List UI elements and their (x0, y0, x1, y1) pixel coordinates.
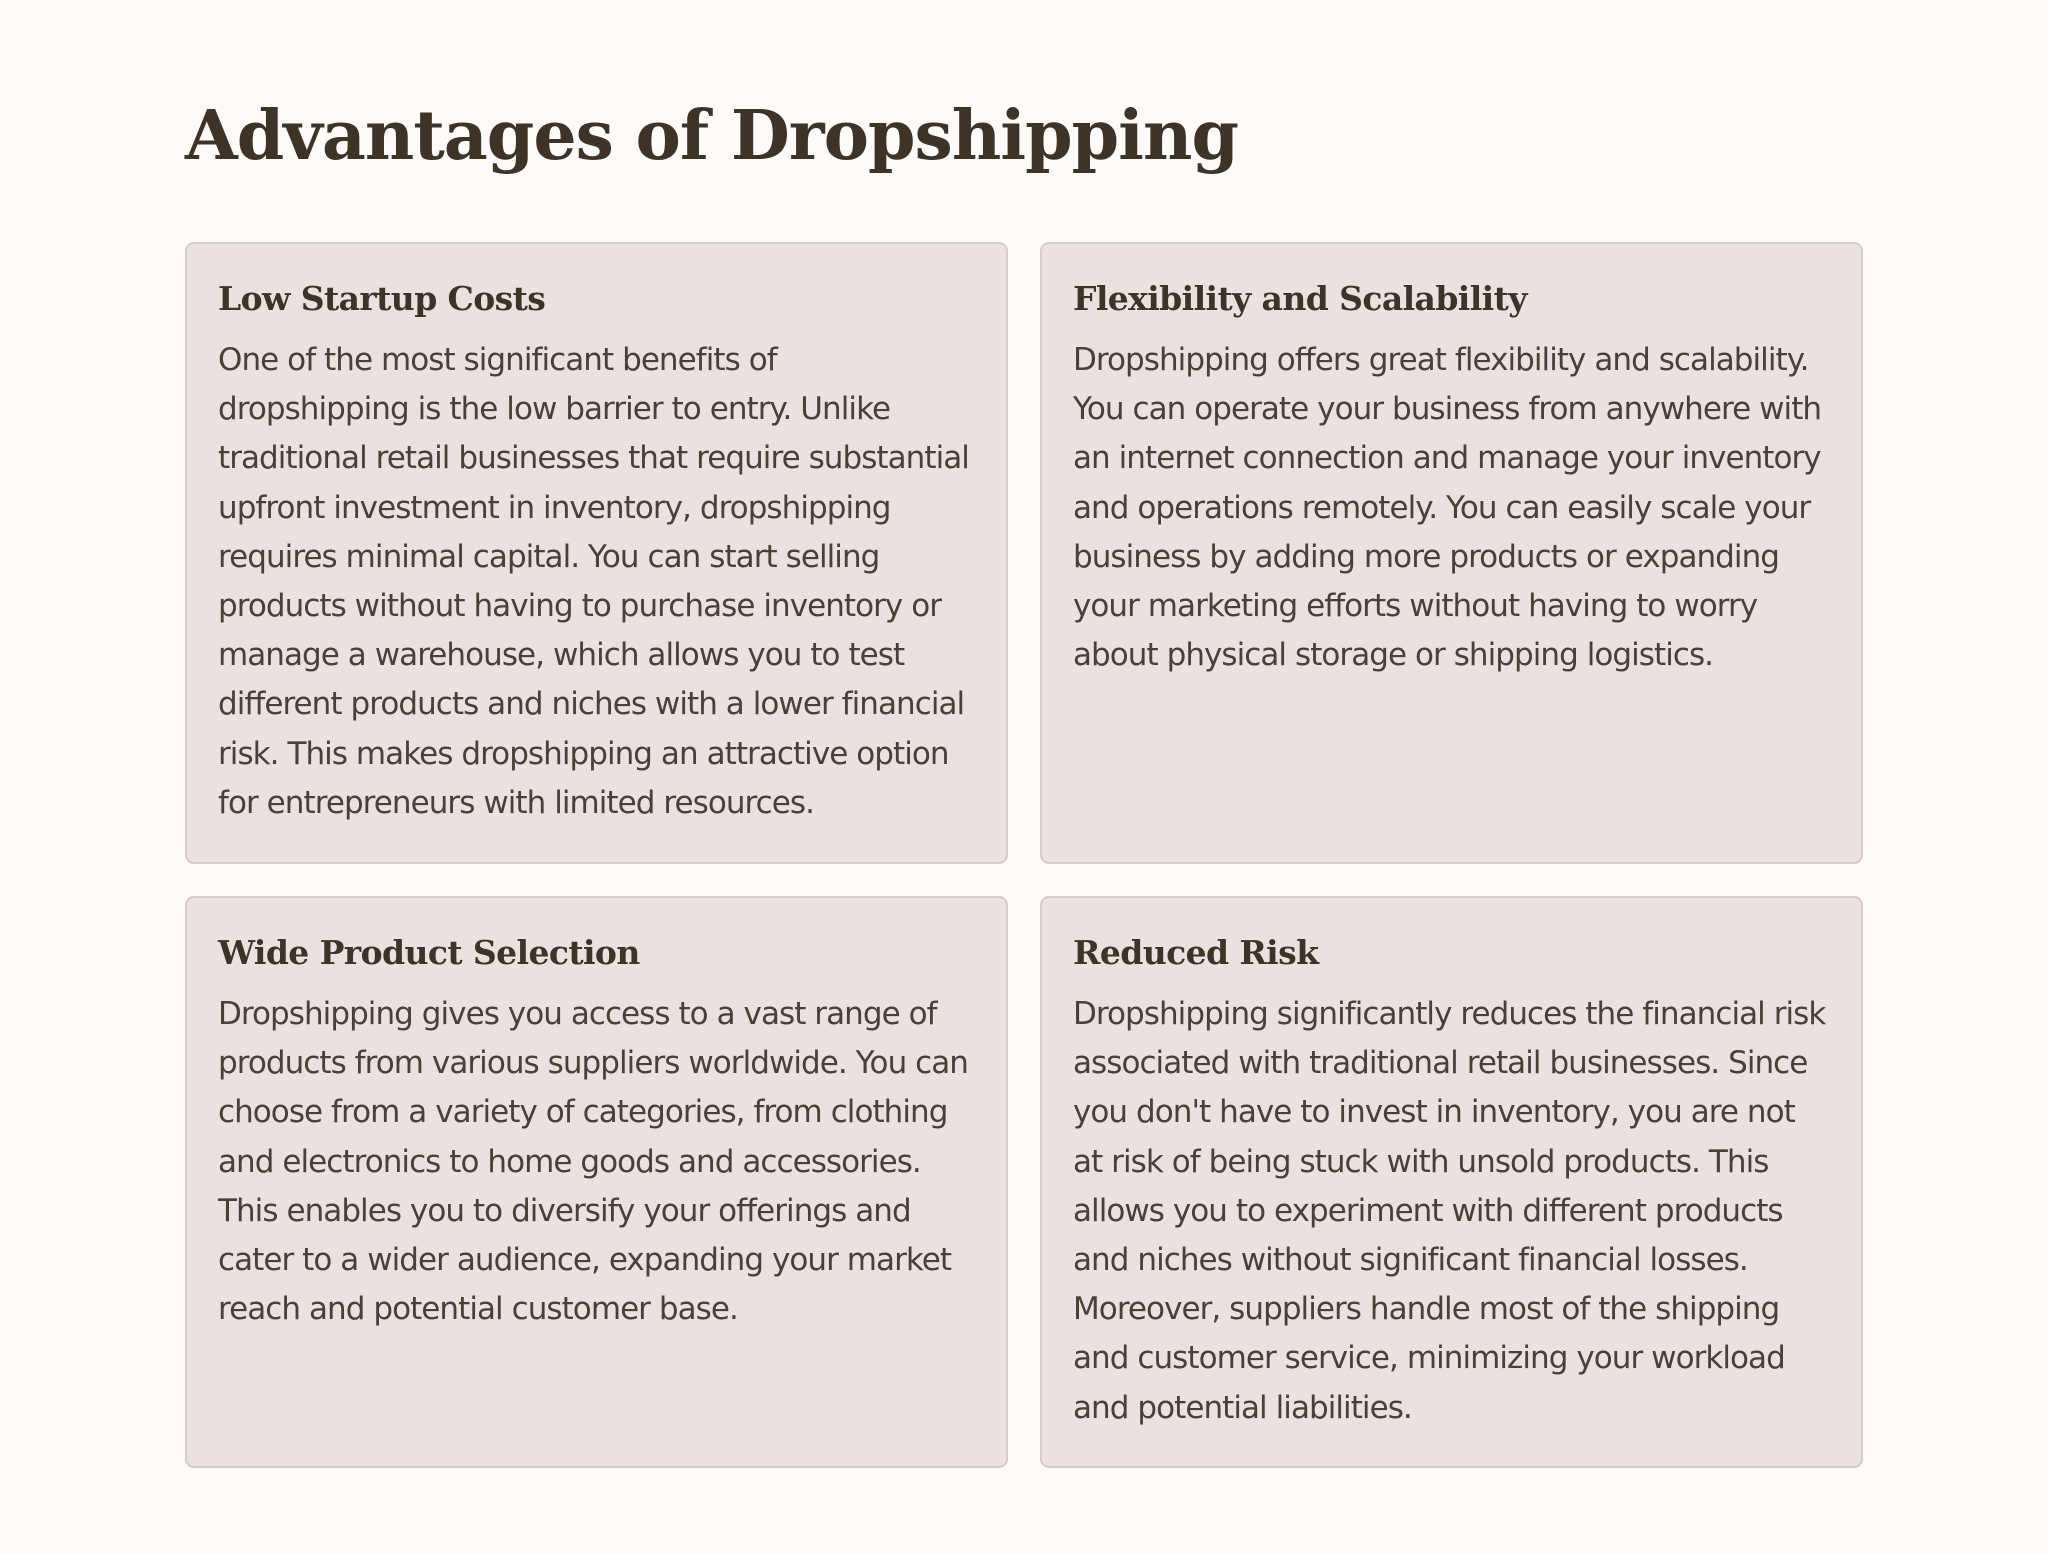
card-heading: Wide Product Selection (218, 933, 640, 972)
card-heading: Reduced Risk (1073, 933, 1319, 972)
card-low-startup-costs (185, 242, 1008, 864)
advantages-grid (185, 242, 1863, 1468)
card-body: Dropshipping gives you access to a vast range of products from various suppliers worldwide. You can choose from a variety of categories, from clothing and electronics to home goods and accessories. This enables you to diversify your offerings and cater to a wider audience, expanding your market reach and potential customer base. (218, 996, 969, 1328)
card-body: One of the most significant benefits of dropshipping is the low barrier to entry. Unlike traditional retail businesses that require substantial upfront investment in inventory, dropshipping requires minimal capital. You can start selling products without having to purchase inventory or manage a warehouse, which allows you to test different products and niches with a lower financial risk. This makes dropshipping an attractive option for entrepreneurs with limited resources. (218, 342, 969, 821)
card-heading: Flexibility and Scalability (1073, 279, 1527, 318)
card-heading: Low Startup Costs (218, 279, 546, 318)
card-reduced-risk (1040, 896, 1863, 1468)
card-body: Dropshipping significantly reduces the financial risk associated with traditional retail businesses. Since you don't have to invest in inventory, you are not at risk of being stuck with unsold products. This allows you to experiment with different products and niches without significant financial losses. Moreover, suppliers handle most of the shipping and customer service, minimizing your workload and potential liabilities. (1073, 996, 1826, 1426)
card-body: Dropshipping offers great flexibility and scalability. You can operate your business from anywhere with an internet connection and manage your inventory and operations remotely. You can easily scale your business by adding more products or expanding your marketing efforts without having to worry about physical storage or shipping logistics. (1073, 342, 1822, 674)
card-flexibility-and-scalability (1040, 242, 1863, 864)
card-wide-product-selection (185, 896, 1008, 1468)
page-title: Advantages of Dropshipping (185, 96, 1239, 176)
